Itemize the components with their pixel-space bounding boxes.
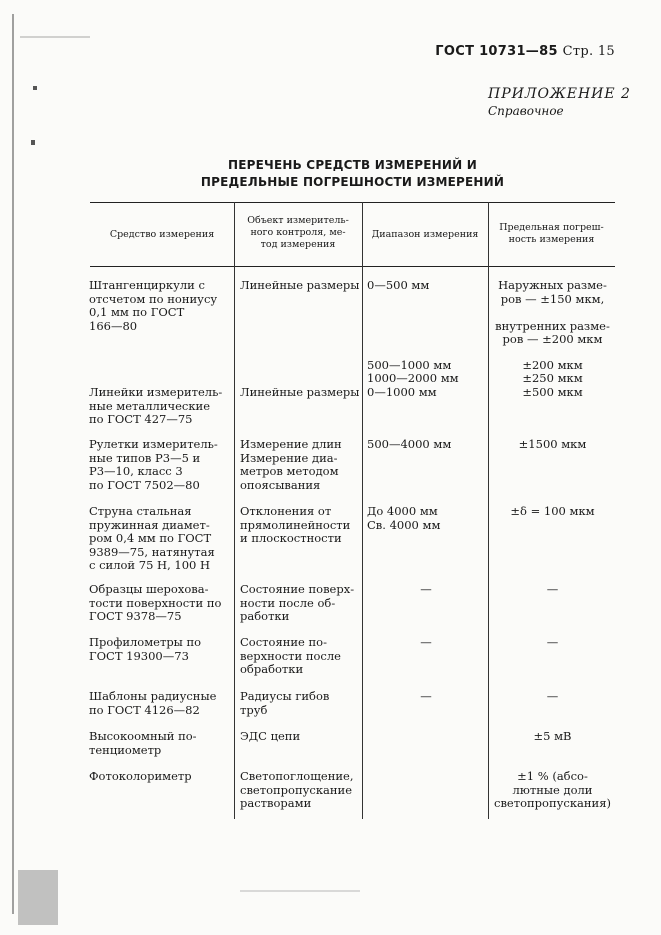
- cell-error: [490, 730, 615, 744]
- cell-line: Состояние по-: [240, 635, 327, 649]
- cell-line: светопропускания): [494, 796, 611, 810]
- cell-range: [367, 386, 485, 400]
- cell-tool: [89, 386, 229, 427]
- cell-line: Состояние поверх-: [240, 582, 355, 596]
- cell-range: [367, 636, 485, 650]
- cell-range: [367, 583, 485, 597]
- cell-line: Измерение длин: [240, 437, 342, 451]
- cell-line: Св. 4000 мм: [367, 517, 441, 532]
- cell-line: Профилометры по: [89, 635, 202, 649]
- cell-line: Образцы шерохова-: [89, 582, 209, 596]
- cell-line: ром 0,4 мм по ГОСТ: [89, 531, 212, 545]
- cell-line: Р3—10, класс 3: [89, 464, 183, 478]
- cell-tool: [89, 690, 229, 717]
- cell-line: До 4000 мм: [367, 504, 438, 518]
- cell-line: 500—1000 мм: [367, 358, 452, 372]
- cell-line: 500—4000 мм: [367, 437, 452, 451]
- cell-line: 0—500 мм: [367, 278, 430, 292]
- cell-line: —: [546, 582, 559, 596]
- cell-line: ров — ±200 мкм: [502, 332, 603, 346]
- cell-line: лютные доли: [512, 782, 593, 797]
- cell-line: по ГОСТ 7502—80: [89, 477, 200, 492]
- cell-line: ГОСТ 9378—75: [89, 609, 182, 623]
- cell-line: Линейные размеры: [240, 278, 360, 292]
- cell-line: ров — ±150 мкм,: [500, 291, 605, 306]
- cell-line: 0—1000 мм: [367, 385, 437, 399]
- standard-number: ГОСТ 10731—85: [435, 44, 558, 59]
- cell-object: [240, 636, 360, 677]
- cell-object: [240, 770, 360, 811]
- cell-range: [367, 438, 485, 452]
- cell-object: [240, 690, 360, 717]
- cell-error: [490, 438, 615, 452]
- cell-line: Отклонения от: [240, 504, 332, 518]
- table-header-rule: [90, 266, 615, 267]
- appendix-label: ПРИЛОЖЕНИЕ 2: [488, 86, 631, 102]
- title-line-2: ПРЕДЕЛЬНЫЕ ПОГРЕШНОСТИ ИЗМЕРЕНИЙ: [200, 175, 505, 189]
- cell-range: [367, 279, 485, 293]
- cell-line: прямолинейности: [240, 517, 351, 532]
- cell-line: Светопоглощение,: [240, 769, 354, 783]
- cell-line: ±500 мкм: [522, 385, 583, 399]
- cell-line: ±1500 мкм: [518, 437, 587, 451]
- cell-line: Наружных разме-: [498, 278, 607, 292]
- cell-line: ГОСТ 19300—73: [89, 648, 189, 663]
- cell-line: 0,1 мм по ГОСТ: [89, 305, 185, 319]
- cell-line: 9389—75, натянутая: [89, 544, 215, 559]
- cell-line: пружинная диамет-: [89, 517, 210, 532]
- cell-line: внутренних разме-: [495, 318, 610, 333]
- cell-tool: [89, 636, 229, 663]
- cell-line: ±δ = 100 мкм: [510, 504, 595, 518]
- page-number: Стр. 15: [562, 44, 615, 59]
- cell-line: растворами: [240, 796, 312, 810]
- cell-line: ные металлические: [89, 398, 211, 413]
- cell-range: [367, 505, 485, 532]
- cell-line: —: [420, 635, 432, 649]
- cell-error: [490, 636, 615, 650]
- cell-tool: [89, 279, 229, 333]
- cell-line: Штангенциркули с: [89, 278, 205, 292]
- cell-object: [240, 386, 360, 400]
- column-divider-2: [362, 202, 363, 819]
- cell-line: тости поверхности по: [89, 595, 222, 610]
- cell-line: ±200 мкм: [522, 358, 583, 372]
- cell-line: [490, 306, 615, 320]
- cell-tool: [89, 438, 229, 492]
- cell-line: отсчетом по нониусу: [89, 291, 218, 306]
- cell-line: ные типов Р3—5 и: [89, 450, 201, 465]
- table-top-rule: [90, 202, 615, 203]
- cell-line: —: [420, 582, 432, 596]
- cell-error: [490, 505, 615, 519]
- cell-line: тенциометр: [89, 742, 162, 757]
- cell-line: —: [420, 689, 432, 703]
- page-header: [435, 44, 615, 59]
- cell-error: [490, 770, 615, 811]
- header-object: Объект измеритель- ного контроля, ме- тод измерения: [247, 215, 349, 250]
- cell-error: [490, 583, 615, 597]
- cell-error: [490, 359, 615, 385]
- cell-object: [240, 505, 360, 546]
- cell-line: ±5 мВ: [533, 729, 572, 743]
- cell-line: Линейки измеритель-: [89, 385, 223, 399]
- cell-line: 1000—2000 мм: [367, 371, 459, 385]
- header-error: Предельная погреш- ность измерения: [499, 222, 604, 245]
- cell-line: с силой 75 Н, 100 Н: [89, 558, 211, 572]
- cell-line: 166—80: [89, 318, 138, 333]
- cell-line: верхности после: [240, 648, 341, 663]
- cell-object: [240, 438, 360, 492]
- cell-line: ±250 мкм: [522, 371, 583, 385]
- cell-line: труб: [240, 702, 268, 717]
- cell-line: ±1 % (абсо-: [517, 769, 588, 783]
- cell-line: ЭДС цепи: [240, 729, 301, 743]
- cell-error: [490, 690, 615, 704]
- column-divider-3: [488, 202, 489, 819]
- cell-line: Радиусы гибов: [240, 689, 330, 703]
- cell-line: Измерение диа-: [240, 450, 338, 465]
- cell-line: Линейные размеры: [240, 385, 360, 399]
- cell-line: работки: [240, 609, 290, 623]
- cell-line: ности после об-: [240, 595, 336, 610]
- cell-line: —: [546, 635, 559, 649]
- cell-line: метров методом: [240, 464, 339, 478]
- table-title: [90, 157, 615, 191]
- cell-tool: [89, 583, 229, 624]
- cell-line: Шаблоны радиусные: [89, 689, 217, 703]
- cell-line: по ГОСТ 4126—82: [89, 702, 200, 717]
- cell-range: [367, 690, 485, 704]
- cell-line: и плоскостности: [240, 531, 342, 545]
- appendix-type: Справочное: [488, 104, 564, 118]
- cell-line: Рулетки измеритель-: [89, 437, 218, 451]
- cell-line: по ГОСТ 427—75: [89, 412, 193, 426]
- header-tool: Средство измерения: [109, 229, 215, 240]
- cell-object: [240, 279, 360, 293]
- cell-range: [367, 359, 485, 385]
- cell-line: Высокоомный по-: [89, 729, 197, 743]
- cell-line: опоясывания: [240, 477, 321, 492]
- cell-line: светопропускание: [240, 782, 353, 797]
- cell-line: Струна стальная: [89, 504, 192, 518]
- header-range: Диапазон измерения: [371, 229, 479, 240]
- cell-error: [490, 386, 615, 400]
- cell-tool: [89, 770, 229, 784]
- cell-object: [240, 730, 360, 744]
- title-line-1: ПЕРЕЧЕНЬ СРЕДСТВ ИЗМЕРЕНИЙ И: [228, 158, 477, 172]
- cell-line: обработки: [240, 662, 304, 676]
- cell-tool: [89, 505, 229, 573]
- column-divider-1: [234, 202, 235, 819]
- cell-tool: [89, 730, 229, 757]
- cell-line: Фотоколориметр: [89, 769, 192, 783]
- cell-error: [490, 279, 615, 347]
- cell-object: [240, 583, 360, 624]
- cell-line: —: [546, 689, 559, 703]
